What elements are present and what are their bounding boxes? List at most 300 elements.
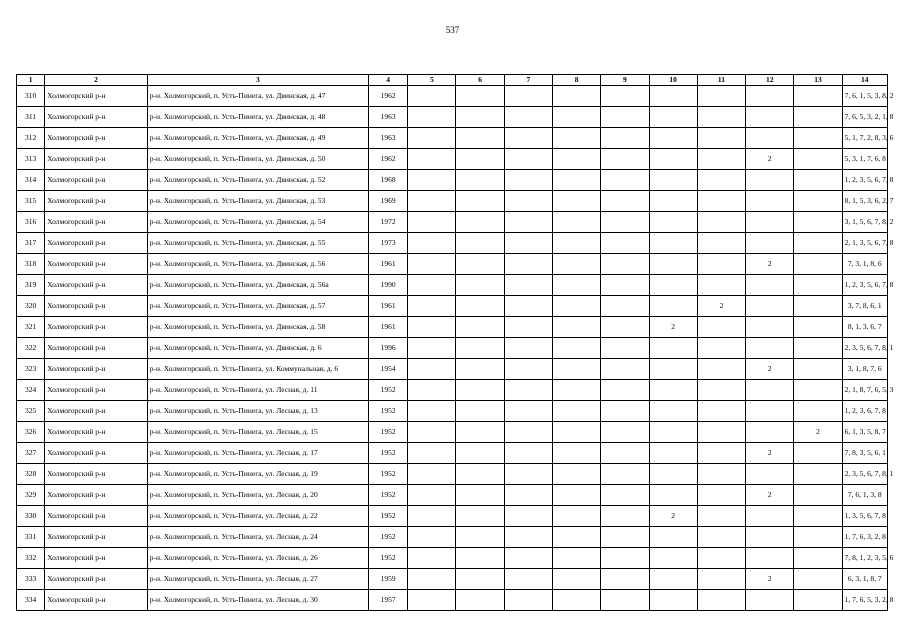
district-cell: Холмогорский р-н [45, 296, 148, 317]
address-cell: р-н. Холмогорский, п. Усть-Пинега, ул. Двинская, д. 48 [147, 107, 368, 128]
column-header: 14 [842, 75, 887, 86]
table-row [17, 170, 888, 191]
column-11-cell [697, 212, 745, 233]
year-cell: 1959 [369, 569, 408, 590]
column-6-cell [456, 86, 504, 107]
codes-cell: 1, 7, 6, 3, 2, 8 [842, 527, 887, 548]
column-6-cell [456, 128, 504, 149]
year-cell: 1963 [369, 128, 408, 149]
table-row [17, 86, 888, 107]
column-12-cell [746, 464, 794, 485]
address-cell: р-н. Холмогорский, п. Усть-Пинега, ул. Двинская, д. 57 [147, 296, 368, 317]
column-9-cell [601, 464, 649, 485]
column-13-cell [794, 86, 842, 107]
codes-cell: 1, 2, 3, 6, 7, 8 [842, 401, 887, 422]
column-6-cell [456, 275, 504, 296]
column-13-cell [794, 464, 842, 485]
row-number-cell: 318 [17, 254, 45, 275]
column-11-cell [697, 254, 745, 275]
address-cell: р-н. Холмогорский, п. Усть-Пинега, ул. Лесная, д. 30 [147, 590, 368, 611]
column-8-cell [553, 548, 601, 569]
district-cell: Холмогорский р-н [45, 401, 148, 422]
district-cell: Холмогорский р-н [45, 170, 148, 191]
column-6-cell [456, 212, 504, 233]
table-row [17, 380, 888, 401]
address-cell: р-н. Холмогорский, п. Усть-Пинега, ул. Лесная, д. 13 [147, 401, 368, 422]
column-7-cell [504, 233, 552, 254]
column-11-cell [697, 191, 745, 212]
codes-cell: 7, 6, 5, 3, 2, 1, 8 [842, 107, 887, 128]
column-13-cell [794, 401, 842, 422]
row-number-cell: 314 [17, 170, 45, 191]
column-header: 4 [369, 75, 408, 86]
column-8-cell [553, 128, 601, 149]
column-9-cell [601, 548, 649, 569]
codes-cell: 6, 3, 1, 8, 7 [842, 569, 887, 590]
column-9-cell [601, 443, 649, 464]
year-cell: 1961 [369, 296, 408, 317]
address-cell: р-н. Холмогорский, п. Усть-Пинега, ул. Двинская, д. 56а [147, 275, 368, 296]
column-13-cell [794, 149, 842, 170]
district-cell: Холмогорский р-н [45, 275, 148, 296]
codes-cell: 1, 2, 3, 5, 6, 7, 8 [842, 170, 887, 191]
column-13-cell [794, 527, 842, 548]
table-row [17, 422, 888, 443]
column-13-cell [794, 233, 842, 254]
table-row [17, 443, 888, 464]
column-10-cell [649, 86, 697, 107]
codes-cell: 2, 1, 3, 5, 6, 7, 8 [842, 233, 887, 254]
column-12-cell [746, 191, 794, 212]
column-6-cell [456, 590, 504, 611]
column-8-cell [553, 380, 601, 401]
column-11-cell [697, 527, 745, 548]
column-7-cell [504, 569, 552, 590]
column-6-cell [456, 443, 504, 464]
column-header: 9 [601, 75, 649, 86]
column-header: 12 [746, 75, 794, 86]
year-cell: 1952 [369, 485, 408, 506]
row-number-cell: 334 [17, 590, 45, 611]
column-11-cell [697, 443, 745, 464]
column-6-cell [456, 317, 504, 338]
table-row [17, 107, 888, 128]
column-7-cell [504, 170, 552, 191]
column-11-cell [697, 590, 745, 611]
column-10-cell [649, 359, 697, 380]
column-7-cell [504, 380, 552, 401]
column-7-cell [504, 107, 552, 128]
column-9-cell [601, 296, 649, 317]
column-13-cell [794, 506, 842, 527]
address-cell: р-н. Холмогорский, п. Усть-Пинега, ул. Двинская, д. 54 [147, 212, 368, 233]
row-number-cell: 329 [17, 485, 45, 506]
column-7-cell [504, 191, 552, 212]
year-cell: 1952 [369, 422, 408, 443]
column-8-cell [553, 485, 601, 506]
column-5-cell [408, 296, 456, 317]
district-cell: Холмогорский р-н [45, 443, 148, 464]
column-5-cell [408, 422, 456, 443]
column-12-cell [746, 233, 794, 254]
column-10-cell [649, 548, 697, 569]
column-12-cell: 2 [746, 359, 794, 380]
column-8-cell [553, 191, 601, 212]
row-number-cell: 323 [17, 359, 45, 380]
table-row [17, 548, 888, 569]
column-11-cell [697, 464, 745, 485]
column-7-cell [504, 338, 552, 359]
column-9-cell [601, 569, 649, 590]
column-13-cell [794, 191, 842, 212]
column-7-cell [504, 275, 552, 296]
table-row [17, 464, 888, 485]
column-header: 1 [17, 75, 45, 86]
column-6-cell [456, 569, 504, 590]
year-cell: 1961 [369, 317, 408, 338]
column-8-cell [553, 359, 601, 380]
column-6-cell [456, 296, 504, 317]
address-cell: р-н. Холмогорский, п. Усть-Пинега, ул. Двинская, д. 58 [147, 317, 368, 338]
column-11-cell [697, 128, 745, 149]
column-7-cell [504, 527, 552, 548]
year-cell: 1972 [369, 212, 408, 233]
column-9-cell [601, 422, 649, 443]
column-5-cell [408, 485, 456, 506]
column-8-cell [553, 86, 601, 107]
column-9-cell [601, 485, 649, 506]
column-6-cell [456, 359, 504, 380]
table-row [17, 359, 888, 380]
column-8-cell [553, 254, 601, 275]
column-8-cell [553, 170, 601, 191]
column-8-cell [553, 590, 601, 611]
row-number-cell: 319 [17, 275, 45, 296]
column-12-cell [746, 548, 794, 569]
column-header: 10 [649, 75, 697, 86]
column-7-cell [504, 254, 552, 275]
year-cell: 1952 [369, 380, 408, 401]
district-cell: Холмогорский р-н [45, 191, 148, 212]
year-cell: 1973 [369, 233, 408, 254]
column-12-cell: 2 [746, 254, 794, 275]
column-9-cell [601, 107, 649, 128]
column-5-cell [408, 338, 456, 359]
codes-cell: 1, 7, 6, 5, 3, 2, 8 [842, 590, 887, 611]
row-number-cell: 333 [17, 569, 45, 590]
column-9-cell [601, 275, 649, 296]
district-cell: Холмогорский р-н [45, 485, 148, 506]
housing-register-table [16, 74, 894, 611]
column-6-cell [456, 191, 504, 212]
year-cell: 1952 [369, 527, 408, 548]
codes-cell: 1, 3, 5, 6, 7, 8 [842, 506, 887, 527]
column-9-cell [601, 191, 649, 212]
column-12-cell: 2 [746, 443, 794, 464]
codes-cell: 2, 3, 5, 6, 7, 8, 1 [842, 464, 887, 485]
column-header: 11 [697, 75, 745, 86]
column-12-cell [746, 296, 794, 317]
district-cell: Холмогорский р-н [45, 464, 148, 485]
district-cell: Холмогорский р-н [45, 233, 148, 254]
year-cell: 1952 [369, 548, 408, 569]
column-11-cell [697, 338, 745, 359]
column-13-cell [794, 212, 842, 233]
column-9-cell [601, 86, 649, 107]
codes-cell: 3, 1, 5, 6, 7, 8, 2 [842, 212, 887, 233]
column-7-cell [504, 506, 552, 527]
address-cell: р-н. Холмогорский, п. Усть-Пинега, ул. Лесная, д. 19 [147, 464, 368, 485]
column-7-cell [504, 590, 552, 611]
district-cell: Холмогорский р-н [45, 212, 148, 233]
year-cell: 1954 [369, 359, 408, 380]
column-6-cell [456, 422, 504, 443]
table-row [17, 401, 888, 422]
column-11-cell [697, 401, 745, 422]
column-7-cell [504, 464, 552, 485]
column-10-cell [649, 527, 697, 548]
column-7-cell [504, 128, 552, 149]
row-number-cell: 326 [17, 422, 45, 443]
column-7-cell [504, 317, 552, 338]
column-6-cell [456, 548, 504, 569]
column-11-cell [697, 485, 745, 506]
address-cell: р-н. Холмогорский, п. Усть-Пинега, ул. Лесная, д. 22 [147, 506, 368, 527]
column-6-cell [456, 338, 504, 359]
codes-cell: 6, 1, 3, 5, 8, 7 [842, 422, 887, 443]
column-5-cell [408, 212, 456, 233]
year-cell: 1957 [369, 590, 408, 611]
column-6-cell [456, 464, 504, 485]
column-13-cell: 2 [794, 422, 842, 443]
column-7-cell [504, 359, 552, 380]
column-11-cell [697, 170, 745, 191]
row-number-cell: 313 [17, 149, 45, 170]
district-cell: Холмогорский р-н [45, 149, 148, 170]
column-13-cell [794, 359, 842, 380]
column-9-cell [601, 380, 649, 401]
column-12-cell [746, 212, 794, 233]
column-9-cell [601, 338, 649, 359]
column-6-cell [456, 149, 504, 170]
column-6-cell [456, 170, 504, 191]
row-number-cell: 324 [17, 380, 45, 401]
column-10-cell [649, 569, 697, 590]
column-13-cell [794, 170, 842, 191]
year-cell: 1961 [369, 254, 408, 275]
column-10-cell [649, 191, 697, 212]
table-row [17, 527, 888, 548]
codes-cell: 2, 3, 5, 6, 7, 8, 1 [842, 338, 887, 359]
column-13-cell [794, 590, 842, 611]
column-10-cell [649, 590, 697, 611]
column-12-cell [746, 527, 794, 548]
column-6-cell [456, 506, 504, 527]
column-5-cell [408, 590, 456, 611]
table-row [17, 128, 888, 149]
column-5-cell [408, 86, 456, 107]
column-11-cell [697, 548, 745, 569]
column-12-cell [746, 317, 794, 338]
year-cell: 1968 [369, 170, 408, 191]
column-12-cell [746, 380, 794, 401]
column-13-cell [794, 548, 842, 569]
address-cell: р-н. Холмогорский, п. Усть-Пинега, ул. Двинская, д. 6 [147, 338, 368, 359]
column-11-cell [697, 569, 745, 590]
column-9-cell [601, 401, 649, 422]
column-11-cell [697, 317, 745, 338]
codes-cell: 7, 3, 1, 8, 6 [842, 254, 887, 275]
column-11-cell [697, 422, 745, 443]
column-13-cell [794, 275, 842, 296]
district-cell: Холмогорский р-н [45, 506, 148, 527]
column-7-cell [504, 548, 552, 569]
address-cell: р-н. Холмогорский, п. Усть-Пинега, ул. Двинская, д. 52 [147, 170, 368, 191]
column-9-cell [601, 317, 649, 338]
row-number-cell: 315 [17, 191, 45, 212]
column-10-cell [649, 401, 697, 422]
codes-cell: 7, 8, 3, 5, 6, 1 [842, 443, 887, 464]
codes-cell: 8, 1, 5, 3, 6, 2, 7 [842, 191, 887, 212]
column-9-cell [601, 233, 649, 254]
column-9-cell [601, 128, 649, 149]
column-5-cell [408, 275, 456, 296]
column-8-cell [553, 401, 601, 422]
column-5-cell [408, 506, 456, 527]
table-row [17, 254, 888, 275]
codes-cell: 3, 7, 8, 6, 1 [842, 296, 887, 317]
column-5-cell [408, 107, 456, 128]
year-cell: 1996 [369, 338, 408, 359]
year-cell: 1969 [369, 191, 408, 212]
column-6-cell [456, 107, 504, 128]
column-10-cell [649, 107, 697, 128]
district-cell: Холмогорский р-н [45, 107, 148, 128]
district-cell: Холмогорский р-н [45, 569, 148, 590]
codes-cell: 7, 6, 1, 3, 8 [842, 485, 887, 506]
column-13-cell [794, 338, 842, 359]
codes-cell: 2, 1, 8, 7, 6, 5, 3 [842, 380, 887, 401]
column-12-cell [746, 170, 794, 191]
address-cell: р-н. Холмогорский, п. Усть-Пинега, ул. Двинская, д. 49 [147, 128, 368, 149]
codes-cell: 7, 8, 1, 2, 3, 5, 6 [842, 548, 887, 569]
column-5-cell [408, 254, 456, 275]
column-7-cell [504, 401, 552, 422]
column-8-cell [553, 527, 601, 548]
year-cell: 1952 [369, 443, 408, 464]
column-5-cell [408, 569, 456, 590]
column-13-cell [794, 485, 842, 506]
column-12-cell [746, 107, 794, 128]
address-cell: р-н. Холмогорский, п. Усть-Пинега, ул. Лесная, д. 17 [147, 443, 368, 464]
address-cell: р-н. Холмогорский, п. Усть-Пинега, ул. Лесная, д. 26 [147, 548, 368, 569]
column-12-cell [746, 338, 794, 359]
column-9-cell [601, 590, 649, 611]
codes-cell: 5, 3, 1, 7, 6, 8 [842, 149, 887, 170]
column-13-cell [794, 107, 842, 128]
year-cell: 1952 [369, 464, 408, 485]
column-11-cell [697, 506, 745, 527]
column-8-cell [553, 464, 601, 485]
column-10-cell [649, 212, 697, 233]
column-10-cell [649, 380, 697, 401]
table-row [17, 149, 888, 170]
column-10-cell [649, 128, 697, 149]
column-header: 3 [147, 75, 368, 86]
column-11-cell [697, 86, 745, 107]
column-header: 13 [794, 75, 842, 86]
address-cell: р-н. Холмогорский, п. Усть-Пинега, ул. Лесная, д. 11 [147, 380, 368, 401]
column-13-cell [794, 254, 842, 275]
district-cell: Холмогорский р-н [45, 422, 148, 443]
address-cell: р-н. Холмогорский, п. Усть-Пинега, ул. Коммунальная, д. 6 [147, 359, 368, 380]
column-10-cell [649, 149, 697, 170]
table-row [17, 212, 888, 233]
column-8-cell [553, 149, 601, 170]
column-6-cell [456, 401, 504, 422]
column-5-cell [408, 359, 456, 380]
column-5-cell [408, 233, 456, 254]
column-10-cell [649, 296, 697, 317]
column-header: 8 [553, 75, 601, 86]
address-cell: р-н. Холмогорский, п. Усть-Пинега, ул. Лесная, д. 15 [147, 422, 368, 443]
district-cell: Холмогорский р-н [45, 338, 148, 359]
column-12-cell [746, 275, 794, 296]
row-number-cell: 312 [17, 128, 45, 149]
column-12-cell: 2 [746, 485, 794, 506]
column-12-cell [746, 401, 794, 422]
row-number-cell: 322 [17, 338, 45, 359]
table-header-row [17, 75, 888, 86]
codes-cell: 1, 2, 3, 5, 6, 7, 8 [842, 275, 887, 296]
district-cell: Холмогорский р-н [45, 548, 148, 569]
column-header: 2 [45, 75, 148, 86]
column-12-cell [746, 86, 794, 107]
column-10-cell: 2 [649, 506, 697, 527]
column-10-cell: 2 [649, 317, 697, 338]
row-number-cell: 310 [17, 86, 45, 107]
column-5-cell [408, 464, 456, 485]
table-row [17, 485, 888, 506]
row-number-cell: 325 [17, 401, 45, 422]
column-6-cell [456, 254, 504, 275]
column-8-cell [553, 506, 601, 527]
column-9-cell [601, 527, 649, 548]
column-13-cell [794, 380, 842, 401]
row-number-cell: 331 [17, 527, 45, 548]
column-10-cell [649, 170, 697, 191]
year-cell: 1962 [369, 86, 408, 107]
address-cell: р-н. Холмогорский, п. Усть-Пинега, ул. Лесная, д. 24 [147, 527, 368, 548]
column-8-cell [553, 569, 601, 590]
codes-cell: 5, 1, 7, 2, 8, 3, 6 [842, 128, 887, 149]
column-10-cell [649, 338, 697, 359]
district-cell: Холмогорский р-н [45, 128, 148, 149]
row-number-cell: 321 [17, 317, 45, 338]
codes-cell: 7, 6, 1, 5, 3, 8, 2 [842, 86, 887, 107]
row-number-cell: 330 [17, 506, 45, 527]
column-9-cell [601, 506, 649, 527]
column-10-cell [649, 464, 697, 485]
address-cell: р-н. Холмогорский, п. Усть-Пинега, ул. Двинская, д. 50 [147, 149, 368, 170]
column-5-cell [408, 401, 456, 422]
row-number-cell: 317 [17, 233, 45, 254]
column-6-cell [456, 485, 504, 506]
column-8-cell [553, 338, 601, 359]
column-8-cell [553, 422, 601, 443]
column-7-cell [504, 296, 552, 317]
district-cell: Холмогорский р-н [45, 359, 148, 380]
